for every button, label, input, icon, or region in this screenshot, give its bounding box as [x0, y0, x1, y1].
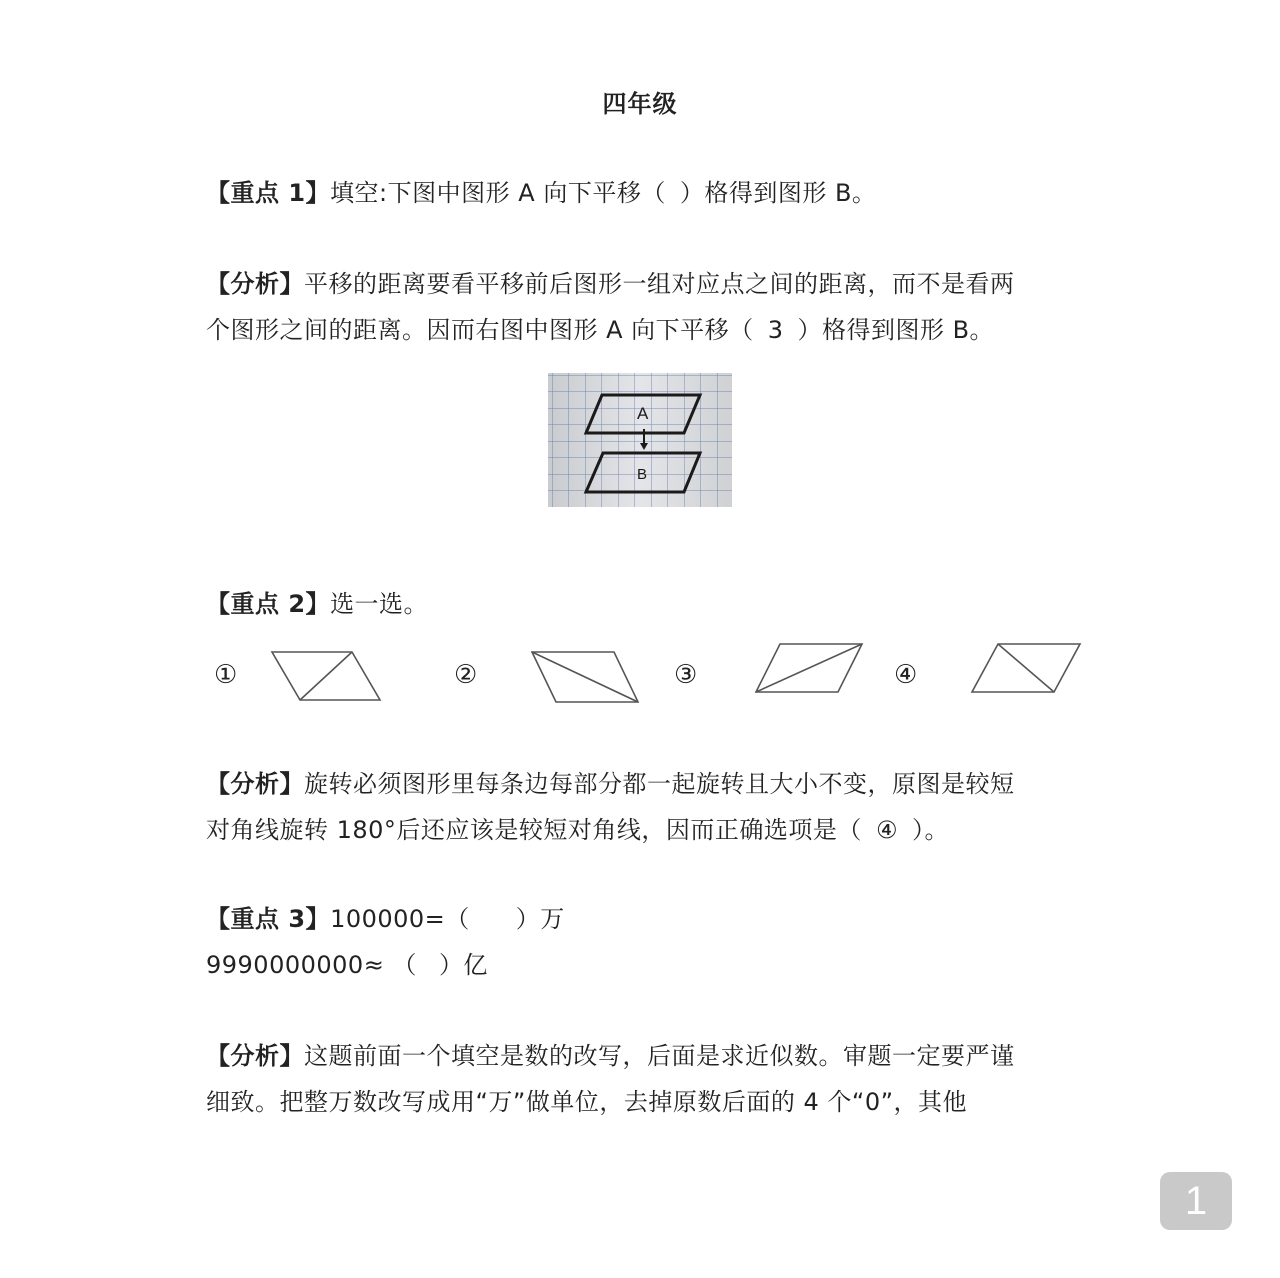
- choice-4-number: ④: [894, 660, 918, 690]
- analysis-2-tag: 【分析】: [206, 770, 304, 798]
- choice-3-figure: [752, 632, 872, 712]
- point-3-text-2-after: ）亿: [438, 951, 488, 979]
- analysis-3-tag: 【分析】: [206, 1042, 304, 1070]
- point-3-text-1-before: 100000=（: [330, 905, 470, 933]
- analysis-1-line-1: [206, 269, 1015, 299]
- analysis-2-line-2: [206, 815, 949, 845]
- analysis-3-text-2: 细致。把整万数改写成用“万”做单位，去掉原数后面的 4 个“0”，其他: [206, 1088, 968, 1116]
- page-title: 四年级: [602, 90, 678, 118]
- analysis-1-line-2: [206, 315, 994, 345]
- analysis-2-text-2-before: 对角线旋转 180°后还应该是较短对角线，因而正确选项是（: [206, 816, 862, 844]
- analysis-1-text-1: 平移的距离要看平移前后图形一组对应点之间的距离，而不是看两: [304, 270, 1015, 298]
- analysis-3-text-1: 这题前面一个填空是数的改写，后面是求近似数。审题一定要严谨: [304, 1042, 1015, 1070]
- choice-1-figure: [268, 632, 388, 712]
- analysis-2-line-1: [206, 769, 1015, 799]
- choice-4-figure: [970, 632, 1090, 712]
- analysis-1-text-2-before: 个图形之间的距离。因而右图中图形 A 向下平移（: [206, 316, 754, 344]
- point-2-question: [206, 589, 428, 619]
- analysis-3-line-1: [206, 1041, 1015, 1071]
- analysis-2-text-1: 旋转必须图形里每条边每部分都一起旋转且大小不变，原图是较短: [304, 770, 1015, 798]
- analysis-2-answer: ④: [875, 816, 898, 844]
- figure-label-a: A: [637, 404, 649, 423]
- page-number-badge[interactable]: 1: [1160, 1172, 1232, 1230]
- point-1-tag: 【重点 1】: [206, 179, 331, 207]
- analysis-1-tag: 【分析】: [206, 270, 304, 298]
- point-2-tag: 【重点 2】: [206, 590, 331, 618]
- choice-2-figure: [528, 632, 648, 712]
- choices-row: [200, 632, 1100, 722]
- translation-figure-svg: [548, 373, 732, 507]
- point-3-line-2: [206, 950, 488, 980]
- analysis-3-line-2: [206, 1087, 967, 1117]
- point-1-question: [206, 178, 876, 208]
- translation-figure-photo: [548, 373, 732, 507]
- point-2-text: 选一选。: [330, 590, 429, 618]
- point-3-text-2-before: 9990000000≈ （: [206, 951, 417, 979]
- analysis-2-text-2-after: ）。: [911, 816, 949, 844]
- point-3-text-1-after: ）万: [515, 905, 565, 933]
- analysis-1-answer: 3: [767, 316, 784, 344]
- point-1-text-after: ）格得到图形 B。: [679, 179, 877, 207]
- point-3-line-1: [206, 904, 565, 934]
- choice-3-number: ③: [674, 660, 698, 690]
- figure-label-b: B: [637, 466, 648, 483]
- choice-1-number: ①: [214, 660, 238, 690]
- point-1-text-before: 填空:下图中图形 A 向下平移（: [330, 179, 666, 207]
- point-3-tag: 【重点 3】: [206, 905, 331, 933]
- choice-2-number: ②: [454, 660, 478, 690]
- analysis-1-text-2-after: ）格得到图形 B。: [797, 316, 995, 344]
